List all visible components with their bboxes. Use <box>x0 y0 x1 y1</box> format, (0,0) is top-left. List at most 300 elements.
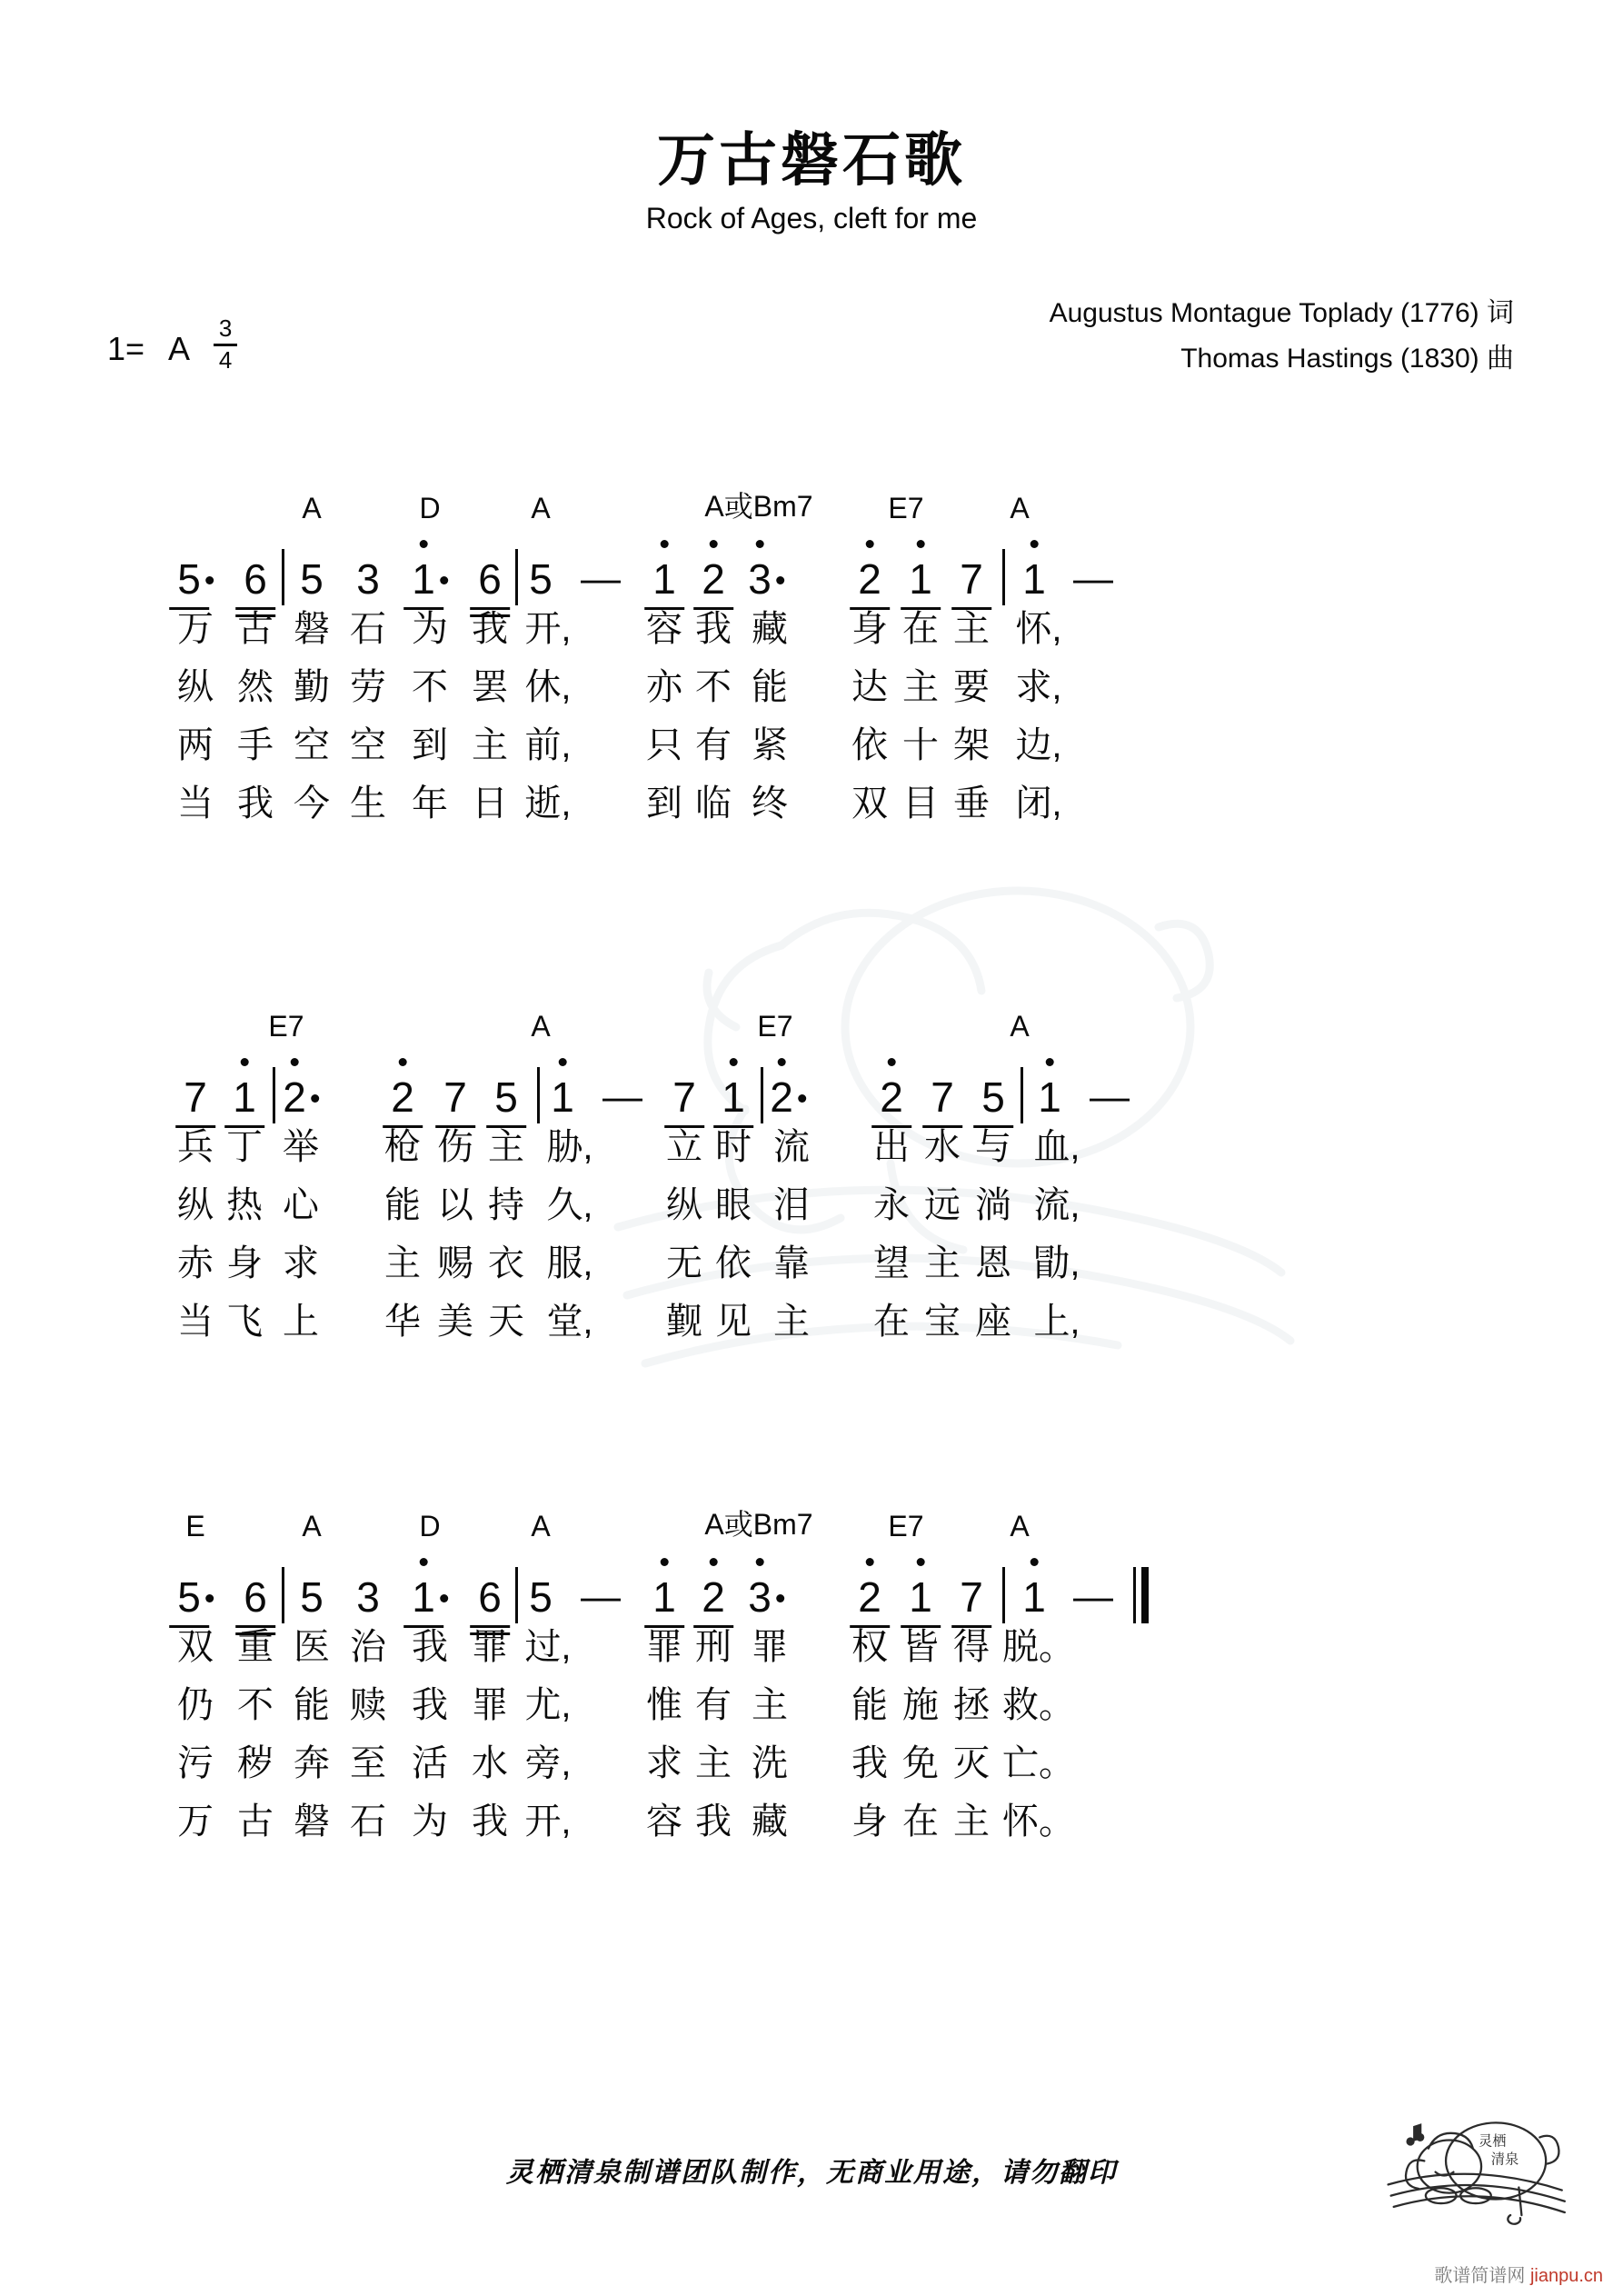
chord-symbol: A <box>531 1510 551 1542</box>
lyric-syllable: 当 <box>177 784 214 824</box>
lyric-syllable: 罪 <box>752 1627 788 1667</box>
note-digit <box>748 1573 784 1621</box>
note-glyph: 1 <box>1022 1576 1046 1618</box>
lyric-syllable: 我 <box>472 1802 508 1842</box>
note-digit <box>858 555 881 603</box>
site-watermark <box>1434 2261 1603 2287</box>
note-digit <box>960 555 983 603</box>
lyric-syllable: 流 <box>773 1127 810 1167</box>
lyric-syllable: 眼 <box>715 1185 752 1225</box>
note-glyph: 6 <box>478 1576 502 1618</box>
note-digit <box>981 1073 1005 1121</box>
augmentation-dot-icon <box>440 576 448 584</box>
lyric-syllable: 纵 <box>666 1185 702 1225</box>
lyric-syllable: 古 <box>237 1802 274 1842</box>
lyric-syllable: 垂 <box>953 784 990 824</box>
lyric-syllable: 尤, <box>524 1685 572 1725</box>
lyricist-credit: Augustus Montague Toplady (1776) 词 <box>1049 298 1514 328</box>
lyric-syllable: 不 <box>412 667 448 707</box>
lyric-syllable: 到 <box>412 725 448 765</box>
duration-dash: — <box>581 556 621 601</box>
lyric-syllable: 勖, <box>1033 1243 1080 1283</box>
lyric-syllable: 空 <box>294 725 330 765</box>
lyric-row-4 <box>0 774 1623 833</box>
note-digit <box>748 555 784 603</box>
lyric-syllable: 伤 <box>437 1127 473 1167</box>
note-glyph: 5 <box>981 1076 1005 1118</box>
lingxi-qingquan-logo <box>1374 2118 1583 2236</box>
lyric-syllable: 依 <box>715 1243 752 1283</box>
lyric-syllable: 施 <box>902 1685 939 1725</box>
lyric-syllable: 日 <box>472 784 508 824</box>
note-digit <box>177 555 214 603</box>
note-glyph: 7 <box>960 1576 983 1618</box>
octave-dot-icon <box>730 1058 738 1066</box>
composer-credit: Thomas Hastings (1830) 曲 <box>1180 344 1514 374</box>
lyric-syllable: 只 <box>646 725 682 765</box>
note-digit <box>551 1073 574 1121</box>
note-digit <box>356 555 380 603</box>
note-glyph: 5 <box>300 555 324 603</box>
lyric-syllable: 石 <box>350 1802 386 1842</box>
chord-symbol: E7 <box>888 1510 924 1542</box>
lyric-row-3 <box>0 716 1623 774</box>
lyric-syllable: 终 <box>752 784 788 824</box>
barline <box>537 1067 540 1123</box>
lyric-syllable: 身 <box>226 1243 263 1283</box>
lyric-syllable: 罪 <box>646 1627 682 1667</box>
lyric-syllable: 身 <box>851 609 888 649</box>
lyric-syllable: 出 <box>873 1127 910 1167</box>
note-glyph: 2 <box>770 1076 793 1118</box>
octave-dot-icon <box>917 1558 925 1566</box>
note-glyph: 1 <box>722 1076 745 1118</box>
note-glyph: 3 <box>356 1573 380 1621</box>
lyric-syllable: 为 <box>412 609 448 649</box>
octave-dot-icon <box>420 540 428 548</box>
note-glyph: 6 <box>244 558 267 600</box>
note-row <box>0 1049 1623 1121</box>
barline <box>1021 1067 1023 1123</box>
lyric-syllable: 劳 <box>350 667 386 707</box>
music-system-2 <box>0 1000 1623 1351</box>
lyric-syllable: 容 <box>646 1802 682 1842</box>
lyric-syllable: 仍 <box>177 1685 214 1725</box>
lyric-syllable: 拯 <box>953 1685 990 1725</box>
note-glyph: 1 <box>412 1576 435 1618</box>
lyric-syllable: 能 <box>851 1685 888 1725</box>
note-digit <box>478 1573 502 1621</box>
duration-dash: — <box>1073 1574 1113 1619</box>
note-digit <box>412 555 448 603</box>
lyric-syllable: 年 <box>412 784 448 824</box>
lyric-syllable: 免 <box>902 1743 939 1783</box>
note-glyph: 2 <box>858 558 881 600</box>
lyric-syllable: 在 <box>902 609 939 649</box>
chord-row <box>0 1500 1623 1543</box>
octave-dot-icon <box>866 540 874 548</box>
site-name: 歌谱简谱网 <box>1434 2266 1526 2286</box>
lyric-syllable: 枪 <box>384 1127 421 1167</box>
lyric-syllable: 求, <box>1015 667 1062 707</box>
chord-symbol: A或Bm7 <box>704 490 813 523</box>
note-glyph: 5 <box>177 1576 201 1618</box>
lyric-syllable: 我 <box>695 609 732 649</box>
lyric-syllable: 求 <box>646 1743 682 1783</box>
lyric-syllable: 上 <box>283 1302 319 1342</box>
octave-dot-icon <box>710 540 718 548</box>
lyric-syllable: 飞 <box>226 1302 263 1342</box>
lyric-syllable: 堂, <box>546 1302 593 1342</box>
lyric-syllable: 亡。 <box>1002 1743 1075 1783</box>
lyric-syllable: 治 <box>350 1627 386 1667</box>
note-glyph: 6 <box>244 1576 267 1618</box>
lyric-syllable: 休, <box>524 667 572 707</box>
lyric-syllable: 无 <box>666 1243 702 1283</box>
lyric-syllable: 权 <box>851 1627 888 1667</box>
lyric-syllable: 能 <box>752 667 788 707</box>
note-glyph: 2 <box>391 1076 414 1118</box>
lyric-syllable: 主 <box>953 1802 990 1842</box>
site-domain: jianpu.cn <box>1529 2266 1603 2286</box>
note-digit <box>412 1573 448 1621</box>
lyric-syllable: 求 <box>283 1243 319 1283</box>
lyric-syllable: 十 <box>902 725 939 765</box>
octave-dot-icon <box>241 1058 249 1066</box>
note-glyph: 7 <box>960 558 983 600</box>
octave-dot-icon <box>399 1058 407 1066</box>
note-glyph: 6 <box>478 558 502 600</box>
lyric-syllable: 罪 <box>472 1685 508 1725</box>
key-prefix: 1= <box>107 329 145 367</box>
augmentation-dot-icon <box>311 1094 319 1103</box>
octave-dot-icon <box>778 1058 786 1066</box>
note-glyph: 7 <box>931 1076 954 1118</box>
lyric-syllable: 永 <box>873 1185 910 1225</box>
lyric-syllable: 持 <box>488 1185 524 1225</box>
lyric-syllable: 双 <box>851 784 888 824</box>
lyric-syllable: 磐 <box>294 609 330 649</box>
lyric-syllable: 主 <box>752 1685 788 1725</box>
octave-dot-icon <box>1031 540 1039 548</box>
lyric-syllable: 刑 <box>695 1627 732 1667</box>
lyric-syllable: 恩 <box>975 1243 1011 1283</box>
footer-note: 灵栖清泉制谱团队制作，无商业用途，请勿翻印 <box>506 2158 1117 2188</box>
lyric-syllable: 主 <box>472 725 508 765</box>
octave-dot-icon <box>888 1058 896 1066</box>
note-digit <box>244 555 267 603</box>
octave-dot-icon <box>756 540 764 548</box>
lyric-syllable: 为 <box>412 1802 448 1842</box>
lyric-syllable: 天 <box>488 1302 524 1342</box>
octave-dot-icon <box>917 540 925 548</box>
note-glyph: 3 <box>748 558 772 600</box>
lyric-syllable: 丁 <box>226 1127 263 1167</box>
lyric-syllable: 座 <box>975 1302 1011 1342</box>
lyric-syllable: 与 <box>975 1127 1011 1167</box>
chord-symbol: A <box>302 1510 322 1542</box>
lyric-syllable: 空 <box>350 725 386 765</box>
lyric-syllable: 灭 <box>953 1743 990 1783</box>
credits-block <box>1050 291 1514 382</box>
lyric-syllable: 然 <box>237 667 274 707</box>
lyric-syllable: 泪 <box>773 1185 810 1225</box>
note-glyph: 5 <box>177 558 201 600</box>
augmentation-dot-icon <box>440 1594 448 1602</box>
lyric-row-1 <box>0 1618 1623 1676</box>
barline <box>515 549 518 605</box>
octave-dot-icon <box>291 1058 299 1066</box>
lyric-syllable: 我 <box>851 1743 888 1783</box>
lyric-syllable: 污 <box>177 1743 214 1783</box>
lyric-syllable: 罪 <box>472 1627 508 1667</box>
lyric-syllable: 前, <box>524 725 572 765</box>
lyric-syllable: 开, <box>524 609 572 649</box>
lyric-syllable: 临 <box>695 784 732 824</box>
lyric-syllable: 流, <box>1033 1185 1080 1225</box>
lyric-syllable: 我 <box>237 784 274 824</box>
note-glyph: 7 <box>672 1076 696 1118</box>
lyric-syllable: 闭, <box>1015 784 1062 824</box>
lyric-syllable: 勤 <box>294 667 330 707</box>
lyric-syllable: 以 <box>437 1185 473 1225</box>
lyric-row-1 <box>0 1118 1623 1176</box>
lyric-syllable: 皆 <box>902 1627 939 1667</box>
note-glyph: 1 <box>233 1076 256 1118</box>
lyric-syllable: 热 <box>226 1185 263 1225</box>
lyric-syllable: 远 <box>924 1185 961 1225</box>
octave-dot-icon <box>756 1558 764 1566</box>
octave-dot-icon <box>1031 1558 1039 1566</box>
lyric-syllable: 有 <box>695 725 732 765</box>
note-digit <box>652 1573 676 1621</box>
lyric-syllable: 上, <box>1033 1302 1080 1342</box>
lyric-syllable: 主 <box>773 1302 810 1342</box>
meter-numerator: 3 <box>218 314 233 342</box>
note-glyph: 5 <box>494 1076 518 1118</box>
note-glyph: 1 <box>652 1576 676 1618</box>
lyric-syllable: 逝, <box>524 784 572 824</box>
lyric-syllable: 美 <box>437 1302 473 1342</box>
note-digit <box>770 1073 806 1121</box>
lyric-syllable: 心 <box>283 1185 319 1225</box>
music-system-3 <box>0 1500 1623 1851</box>
lyric-row-4 <box>0 1792 1623 1851</box>
lyric-syllable: 要 <box>953 667 990 707</box>
lyric-syllable: 磐 <box>294 1802 330 1842</box>
note-glyph: 1 <box>909 1576 932 1618</box>
lyric-row-2 <box>0 1676 1623 1734</box>
note-glyph: 5 <box>529 555 553 603</box>
lyric-syllable: 纵 <box>177 667 214 707</box>
barline <box>761 1067 763 1123</box>
note-digit <box>494 1073 518 1121</box>
chord-symbol: A <box>531 492 551 524</box>
chord-row <box>0 1000 1623 1043</box>
note-digit <box>858 1573 881 1621</box>
note-glyph: 1 <box>1022 558 1046 600</box>
lyric-syllable: 边, <box>1015 725 1062 765</box>
note-glyph: 2 <box>702 558 725 600</box>
lyric-syllable: 纵 <box>177 1185 214 1225</box>
note-glyph: 1 <box>412 558 435 600</box>
lyric-syllable: 活 <box>412 1743 448 1783</box>
lyric-syllable: 不 <box>237 1685 274 1725</box>
note-digit <box>672 1073 696 1121</box>
lyric-syllable: 重 <box>237 1627 274 1667</box>
note-digit <box>909 555 932 603</box>
key-signature <box>107 314 237 377</box>
lyric-syllable: 赤 <box>177 1243 214 1283</box>
lyric-syllable: 宝 <box>924 1302 961 1342</box>
lyric-syllable: 到 <box>646 784 682 824</box>
lyric-syllable: 时 <box>715 1127 752 1167</box>
note-digit <box>702 555 725 603</box>
lyric-syllable: 衣 <box>488 1243 524 1283</box>
lyric-syllable: 久, <box>546 1185 593 1225</box>
lyric-syllable: 旁, <box>524 1743 572 1783</box>
barline <box>515 1567 518 1623</box>
lyric-syllable: 开, <box>524 1802 572 1842</box>
note-glyph: 2 <box>880 1076 903 1118</box>
chord-symbol: A <box>1010 1510 1030 1542</box>
lyric-syllable: 亦 <box>646 667 682 707</box>
note-digit <box>931 1073 954 1121</box>
chord-symbol: A <box>1010 1010 1030 1043</box>
chord-symbol: E <box>185 1510 205 1542</box>
note-digit <box>529 555 553 603</box>
music-system-1 <box>0 482 1623 833</box>
note-digit <box>652 555 676 603</box>
lyric-syllable: 紧 <box>752 725 788 765</box>
lyric-syllable: 我 <box>472 609 508 649</box>
lyric-syllable: 怀。 <box>1002 1802 1075 1842</box>
note-glyph: 5 <box>529 1573 553 1621</box>
lyric-syllable: 万 <box>177 609 214 649</box>
lyric-syllable: 不 <box>695 667 732 707</box>
note-digit <box>443 1073 467 1121</box>
chord-symbol: E7 <box>268 1010 304 1043</box>
note-glyph: 1 <box>909 558 932 600</box>
chord-symbol: A <box>531 1010 551 1043</box>
lyric-syllable: 双 <box>177 1627 214 1667</box>
octave-dot-icon <box>710 1558 718 1566</box>
lyric-syllable: 主 <box>953 609 990 649</box>
note-glyph: 7 <box>184 1076 207 1118</box>
lyric-syllable: 身 <box>851 1802 888 1842</box>
lyric-syllable: 藏 <box>752 1802 788 1842</box>
lyric-row-2 <box>0 658 1623 716</box>
lyric-syllable: 靠 <box>773 1243 810 1283</box>
lyric-syllable: 在 <box>873 1302 910 1342</box>
note-digit <box>184 1073 207 1121</box>
barline <box>282 549 284 605</box>
note-digit <box>880 1073 903 1121</box>
page-subtitle: Rock of Ages, cleft for me <box>645 202 978 235</box>
lyric-syllable: 血, <box>1033 1127 1080 1167</box>
lyric-syllable: 主 <box>902 667 939 707</box>
note-glyph: 7 <box>443 1076 467 1118</box>
note-digit <box>1022 555 1046 603</box>
lyric-syllable: 水 <box>924 1127 961 1167</box>
lyric-syllable: 主 <box>488 1127 524 1167</box>
chord-symbol: E7 <box>757 1010 793 1043</box>
logo-text: 灵栖 <box>1479 2133 1507 2150</box>
lyric-syllable: 两 <box>177 725 214 765</box>
barline <box>1002 549 1005 605</box>
note-digit <box>1038 1073 1061 1121</box>
note-digit <box>909 1573 932 1621</box>
note-glyph: 2 <box>283 1076 306 1118</box>
lyric-syllable: 脱。 <box>1002 1627 1075 1667</box>
lyric-row-2 <box>0 1176 1623 1234</box>
note-digit <box>960 1573 983 1621</box>
lyric-syllable: 我 <box>412 1685 448 1725</box>
duration-dash: — <box>581 1574 621 1619</box>
chord-symbol: D <box>419 492 441 524</box>
note-glyph: 1 <box>1038 1076 1061 1118</box>
note-digit <box>233 1073 256 1121</box>
lyric-syllable: 石 <box>350 609 386 649</box>
lyric-syllable: 生 <box>350 784 386 824</box>
note-glyph: 1 <box>551 1076 574 1118</box>
note-row <box>0 531 1623 603</box>
lyric-syllable: 今 <box>294 784 330 824</box>
note-row <box>0 1549 1623 1621</box>
duration-dash: — <box>1090 1074 1130 1119</box>
lyric-syllable: 手 <box>237 725 274 765</box>
lyric-syllable: 立 <box>666 1127 702 1167</box>
lyric-row-3 <box>0 1734 1623 1792</box>
lyric-syllable: 能 <box>384 1185 421 1225</box>
note-digit <box>478 555 502 603</box>
note-digit <box>702 1573 725 1621</box>
note-glyph: 5 <box>300 1573 324 1621</box>
lyric-syllable: 兵 <box>177 1127 214 1167</box>
lyric-syllable: 至 <box>350 1743 386 1783</box>
lyric-syllable: 当 <box>177 1302 214 1342</box>
lyric-syllable: 万 <box>177 1802 214 1842</box>
lyric-syllable: 胁, <box>546 1127 593 1167</box>
note-digit <box>529 1573 553 1621</box>
note-glyph: 1 <box>652 558 676 600</box>
lyric-syllable: 赐 <box>437 1243 473 1283</box>
key-value: A <box>168 329 191 367</box>
lyric-syllable: 古 <box>237 609 274 649</box>
lyric-row-1 <box>0 600 1623 658</box>
augmentation-dot-icon <box>205 1594 214 1602</box>
time-signature <box>214 316 237 374</box>
meter-denominator: 4 <box>218 346 233 374</box>
lyric-syllable: 有 <box>695 1685 732 1725</box>
lyric-syllable: 奔 <box>294 1743 330 1783</box>
note-digit <box>177 1573 214 1621</box>
chord-symbol: E7 <box>888 492 924 524</box>
lyric-syllable: 目 <box>902 784 939 824</box>
note-digit <box>722 1073 745 1121</box>
chord-symbol: A <box>1010 492 1030 524</box>
page-title: 万古磐石歌 <box>657 127 966 193</box>
lyric-row-4 <box>0 1293 1623 1351</box>
lyric-syllable: 惟 <box>646 1685 682 1725</box>
lyric-syllable: 服, <box>546 1243 593 1283</box>
lyric-syllable: 洗 <box>752 1743 788 1783</box>
augmentation-dot-icon <box>776 576 784 584</box>
lyric-syllable: 望 <box>873 1243 910 1283</box>
duration-dash: — <box>1073 556 1113 601</box>
barline <box>273 1067 275 1123</box>
lyric-syllable: 罢 <box>472 667 508 707</box>
